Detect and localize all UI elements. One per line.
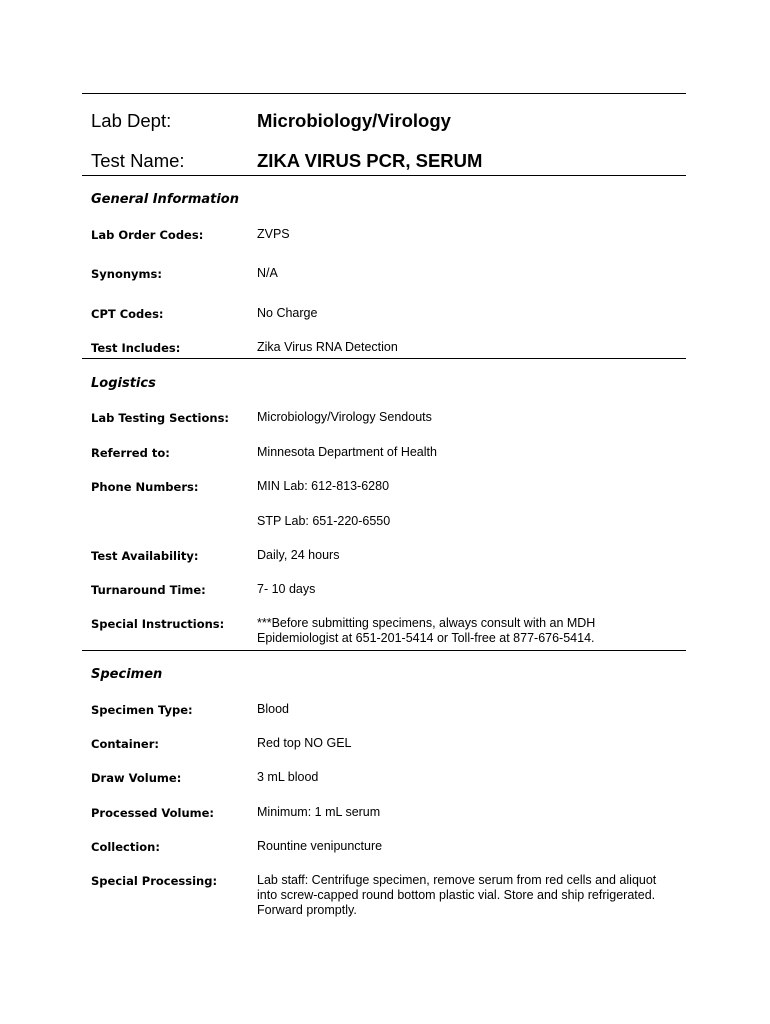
test-includes-value: Zika Virus RNA Detection [257,340,398,354]
top-rule [82,93,686,94]
general-bottom-rule [82,358,686,359]
section-title-logistics: Logistics [91,376,156,391]
lab-dept-value: Microbiology/Virology [257,110,451,131]
turnaround-time-label: Turnaround Time: [91,583,206,597]
cpt-codes-label: CPT Codes: [91,307,164,321]
test-includes-label: Test Includes: [91,341,181,355]
special-processing-line-3: Forward promptly. [257,903,357,917]
collection-label: Collection: [91,840,160,854]
section-title-general: General Information [91,192,239,207]
cpt-codes-value: No Charge [257,306,318,320]
test-name-value: ZIKA VIRUS PCR, SERUM [257,150,483,171]
header-bottom-rule [82,175,686,176]
referred-to-label: Referred to: [91,446,170,460]
referred-to-value: Minnesota Department of Health [257,445,437,459]
specimen-type-label: Specimen Type: [91,703,193,717]
special-processing-line-1: Lab staff: Centrifuge specimen, remove serum from red cells and aliquot [257,873,657,887]
special-processing-line-2: into screw-capped round bottom plastic vial. Store and ship refrigerated. [257,888,656,902]
collection-value: Rountine venipuncture [257,839,383,853]
synonyms-value: N/A [257,266,278,280]
test-name-label: Test Name: [91,150,185,171]
draw-volume-value: 3 mL blood [257,770,319,784]
container-value: Red top NO GEL [257,736,352,750]
draw-volume-label: Draw Volume: [91,771,182,785]
section-title-specimen: Specimen [91,667,163,682]
specimen-type-value: Blood [257,702,289,716]
special-instructions-line-1: ***Before submitting specimens, always consult with an MDH [257,616,596,630]
special-instructions-line-2: Epidemiologist at 651-201-5414 or Toll-free at 877-676-5414. [257,631,595,645]
processed-volume-value: Minimum: 1 mL serum [257,805,381,819]
logistics-bottom-rule [82,650,686,651]
container-label: Container: [91,737,159,751]
phone-number-stp-lab: STP Lab: 651-220-6550 [257,514,391,528]
lab-testing-sections-label: Lab Testing Sections: [91,411,230,425]
lab-order-codes-value: ZVPS [257,227,290,241]
test-availability-label: Test Availability: [91,549,199,563]
phone-numbers-label: Phone Numbers: [91,480,199,494]
special-processing-label: Special Processing: [91,874,218,888]
processed-volume-label: Processed Volume: [91,806,215,820]
phone-number-min-lab: MIN Lab: 612-813-6280 [257,479,390,493]
special-instructions-label: Special Instructions: [91,617,225,631]
lab-order-codes-label: Lab Order Codes: [91,228,204,242]
synonyms-label: Synonyms: [91,267,162,281]
turnaround-time-value: 7- 10 days [257,582,316,596]
test-availability-value: Daily, 24 hours [257,548,340,562]
lab-testing-sections-value: Microbiology/Virology Sendouts [257,410,432,424]
lab-dept-label: Lab Dept: [91,110,172,131]
